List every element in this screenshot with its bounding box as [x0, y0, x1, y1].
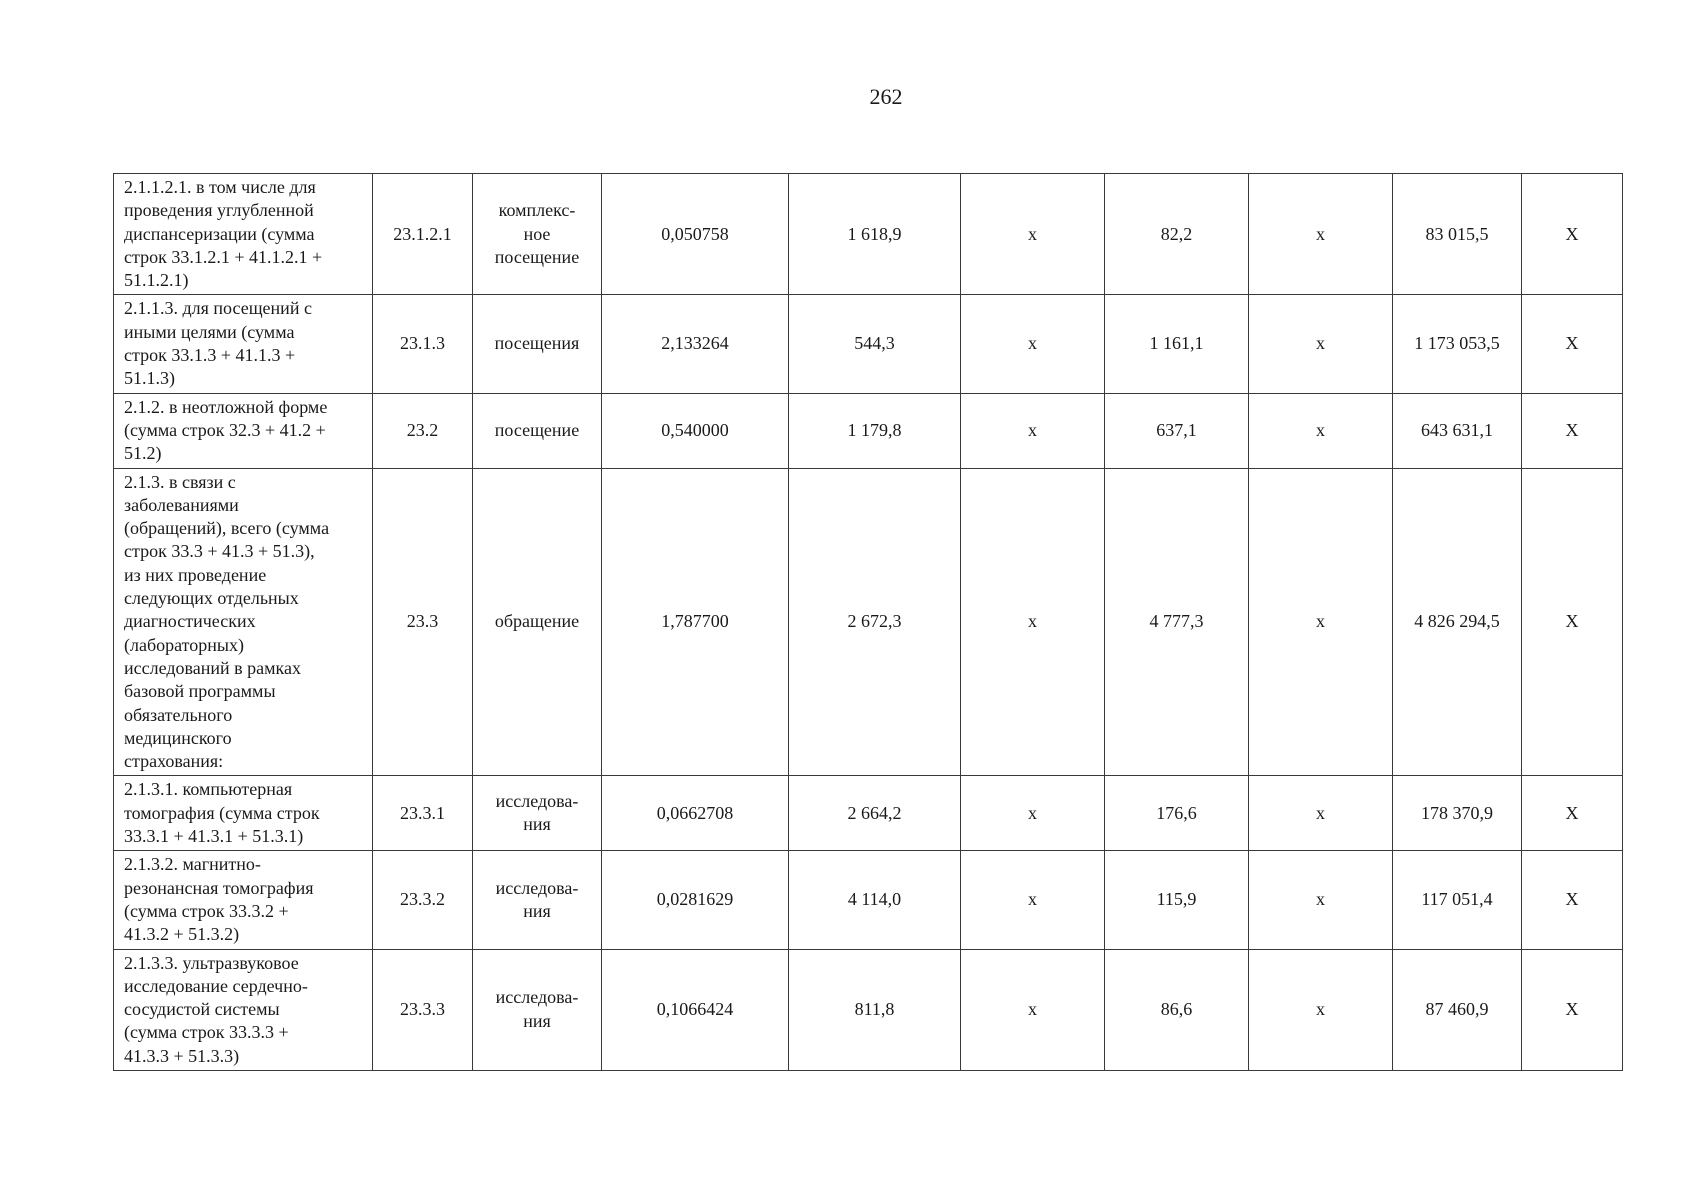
row-name-line: строк 33.1.3 + 41.1.3 + [124, 345, 296, 366]
row-name-cell [114, 468, 373, 776]
unit-line: посещение [494, 246, 580, 267]
unit-line: ния [523, 1010, 551, 1031]
volume-per-person-cell: 0,050758 [602, 174, 789, 295]
percent-cell: Х [1522, 468, 1623, 776]
cost-per-unit-cell: 2 664,2 [789, 776, 961, 851]
row-code-cell: 23.3.1 [373, 776, 473, 851]
unit-cell [473, 295, 602, 393]
row-name-line: сосудистой системы [124, 999, 280, 1020]
row-name-line: (обращений), всего (сумма [124, 518, 330, 539]
page-number: 262 [869, 84, 903, 109]
row-name-cell [114, 851, 373, 949]
budget-total-cell: х [1249, 468, 1393, 776]
data-table [113, 173, 1623, 1071]
budget-total-cell: х [1249, 393, 1393, 468]
row-name-line: 33.3.1 + 41.3.1 + 51.3.1) [124, 826, 304, 847]
volume-per-person-cell: 0,0662708 [602, 776, 789, 851]
oms-per-capita-cell: 176,6 [1105, 776, 1249, 851]
row-name-cell [114, 949, 373, 1070]
oms-total-cell: 4 826 294,5 [1393, 468, 1522, 776]
table-row [114, 949, 1623, 1070]
row-name-line: иными целями (сумма [124, 321, 295, 342]
volume-per-person-cell: 0,1066424 [602, 949, 789, 1070]
row-name-line: исследований в рамках [124, 657, 301, 678]
budget-per-capita-cell: х [961, 393, 1105, 468]
cost-per-unit-cell: 1 179,8 [789, 393, 961, 468]
cost-per-unit-cell: 2 672,3 [789, 468, 961, 776]
row-name-line: 41.3.3 + 51.3.3) [124, 1045, 240, 1066]
unit-line: обращение [494, 611, 580, 632]
row-name-line: страхования: [124, 751, 224, 772]
row-name-line: 2.1.1.2.1. в том числе для [124, 177, 316, 197]
row-name-line: 41.3.2 + 51.3.2) [124, 924, 240, 945]
unit-line: комплекс- [498, 200, 576, 221]
row-name-line: резонансная томография [124, 877, 314, 898]
row-name-line: 2.1.3. в связи с [124, 471, 236, 492]
percent-cell: Х [1522, 174, 1623, 295]
row-name-line: томография (сумма строк [124, 802, 320, 823]
row-name-line: строк 33.1.2.1 + 41.1.2.1 + [124, 246, 323, 267]
row-name-line: строк 33.3 + 41.3 + 51.3), [124, 541, 315, 562]
oms-per-capita-cell: 4 777,3 [1105, 468, 1249, 776]
row-name-line: проведения углубленной [124, 200, 314, 221]
budget-per-capita-cell: х [961, 949, 1105, 1070]
row-name-line: базовой программы [124, 681, 276, 702]
row-name-line: диагностических [124, 611, 256, 632]
row-code-cell: 23.3.2 [373, 851, 473, 949]
row-name-cell [114, 174, 373, 295]
row-name-line: (сумма строк 33.3.2 + [124, 900, 289, 921]
row-name-line: 2.1.3.3. ультразвуковое [124, 952, 299, 973]
row-name-line: обязательного [124, 704, 233, 725]
budget-total-cell: х [1249, 949, 1393, 1070]
row-name-line: (лабораторных) [124, 634, 244, 655]
budget-per-capita-cell: х [961, 776, 1105, 851]
oms-total-cell: 87 460,9 [1393, 949, 1522, 1070]
row-name-line: заболеваниями [124, 494, 239, 515]
unit-line: посещения [494, 333, 580, 354]
oms-total-cell: 1 173 053,5 [1393, 295, 1522, 393]
budget-total-cell: х [1249, 851, 1393, 949]
row-code-cell: 23.3.3 [373, 949, 473, 1070]
budget-per-capita-cell: х [961, 468, 1105, 776]
row-name-line: 2.1.2. в неотложной форме [124, 396, 328, 417]
volume-per-person-cell: 2,133264 [602, 295, 789, 393]
budget-total-cell: х [1249, 174, 1393, 295]
row-name-line: следующих отдельных [124, 588, 299, 609]
cost-per-unit-cell: 1 618,9 [789, 174, 961, 295]
row-name-cell [114, 393, 373, 468]
unit-line: исследова- [495, 877, 579, 898]
row-name-line: медицинского [124, 727, 232, 748]
row-name-line: 2.1.3.1. компьютерная [124, 779, 293, 800]
unit-line: ное [523, 223, 551, 244]
row-name-cell [114, 776, 373, 851]
row-name-line: (сумма строк 32.3 + 41.2 + [124, 419, 326, 440]
unit-cell [473, 851, 602, 949]
volume-per-person-cell: 1,787700 [602, 468, 789, 776]
percent-cell: Х [1522, 776, 1623, 851]
unit-line: ния [523, 814, 551, 835]
percent-cell: Х [1522, 949, 1623, 1070]
oms-per-capita-cell: 82,2 [1105, 174, 1249, 295]
unit-line: посещение [494, 419, 580, 440]
oms-per-capita-cell: 86,6 [1105, 949, 1249, 1070]
row-name-cell [114, 295, 373, 393]
cost-per-unit-cell: 4 114,0 [789, 851, 961, 949]
row-code-cell: 23.1.3 [373, 295, 473, 393]
oms-total-cell: 117 051,4 [1393, 851, 1522, 949]
row-name-line: 51.2) [124, 443, 162, 464]
budget-total-cell: х [1249, 776, 1393, 851]
table-row [114, 776, 1623, 851]
percent-cell: Х [1522, 393, 1623, 468]
oms-per-capita-cell: 1 161,1 [1105, 295, 1249, 393]
cost-per-unit-cell: 544,3 [789, 295, 961, 393]
table-row [114, 468, 1623, 776]
oms-per-capita-cell: 637,1 [1105, 393, 1249, 468]
budget-total-cell: х [1249, 295, 1393, 393]
row-name-line: исследование сердечно- [124, 975, 308, 996]
table-row [114, 295, 1623, 393]
row-name-line: 51.1.2.1) [124, 270, 189, 291]
row-code-cell: 23.3 [373, 468, 473, 776]
unit-line: исследова- [495, 791, 579, 812]
budget-per-capita-cell: х [961, 295, 1105, 393]
percent-cell: Х [1522, 295, 1623, 393]
percent-cell: Х [1522, 851, 1623, 949]
table-row [114, 174, 1623, 295]
row-name-line: 2.1.3.2. магнитно- [124, 854, 261, 875]
cost-per-unit-cell: 811,8 [789, 949, 961, 1070]
row-code-cell: 23.1.2.1 [373, 174, 473, 295]
volume-per-person-cell: 0,540000 [602, 393, 789, 468]
row-name-line: 51.1.3) [124, 368, 175, 389]
unit-cell [473, 949, 602, 1070]
unit-cell [473, 776, 602, 851]
unit-line: исследова- [495, 987, 579, 1008]
unit-cell [473, 174, 602, 295]
unit-line: ния [523, 900, 551, 921]
unit-cell [473, 468, 602, 776]
row-name-line: диспансеризации (сумма [124, 223, 315, 244]
oms-total-cell: 83 015,5 [1393, 174, 1522, 295]
row-name-line: (сумма строк 33.3.3 + [124, 1022, 289, 1043]
oms-per-capita-cell: 115,9 [1105, 851, 1249, 949]
unit-cell [473, 393, 602, 468]
row-code-cell: 23.2 [373, 393, 473, 468]
table-row [114, 393, 1623, 468]
oms-total-cell: 643 631,1 [1393, 393, 1522, 468]
budget-per-capita-cell: х [961, 851, 1105, 949]
row-name-line: из них проведение [124, 564, 267, 585]
volume-per-person-cell: 0,0281629 [602, 851, 789, 949]
row-name-line: 2.1.1.3. для посещений с [124, 298, 312, 319]
oms-total-cell: 178 370,9 [1393, 776, 1522, 851]
budget-per-capita-cell: х [961, 174, 1105, 295]
table-row [114, 851, 1623, 949]
